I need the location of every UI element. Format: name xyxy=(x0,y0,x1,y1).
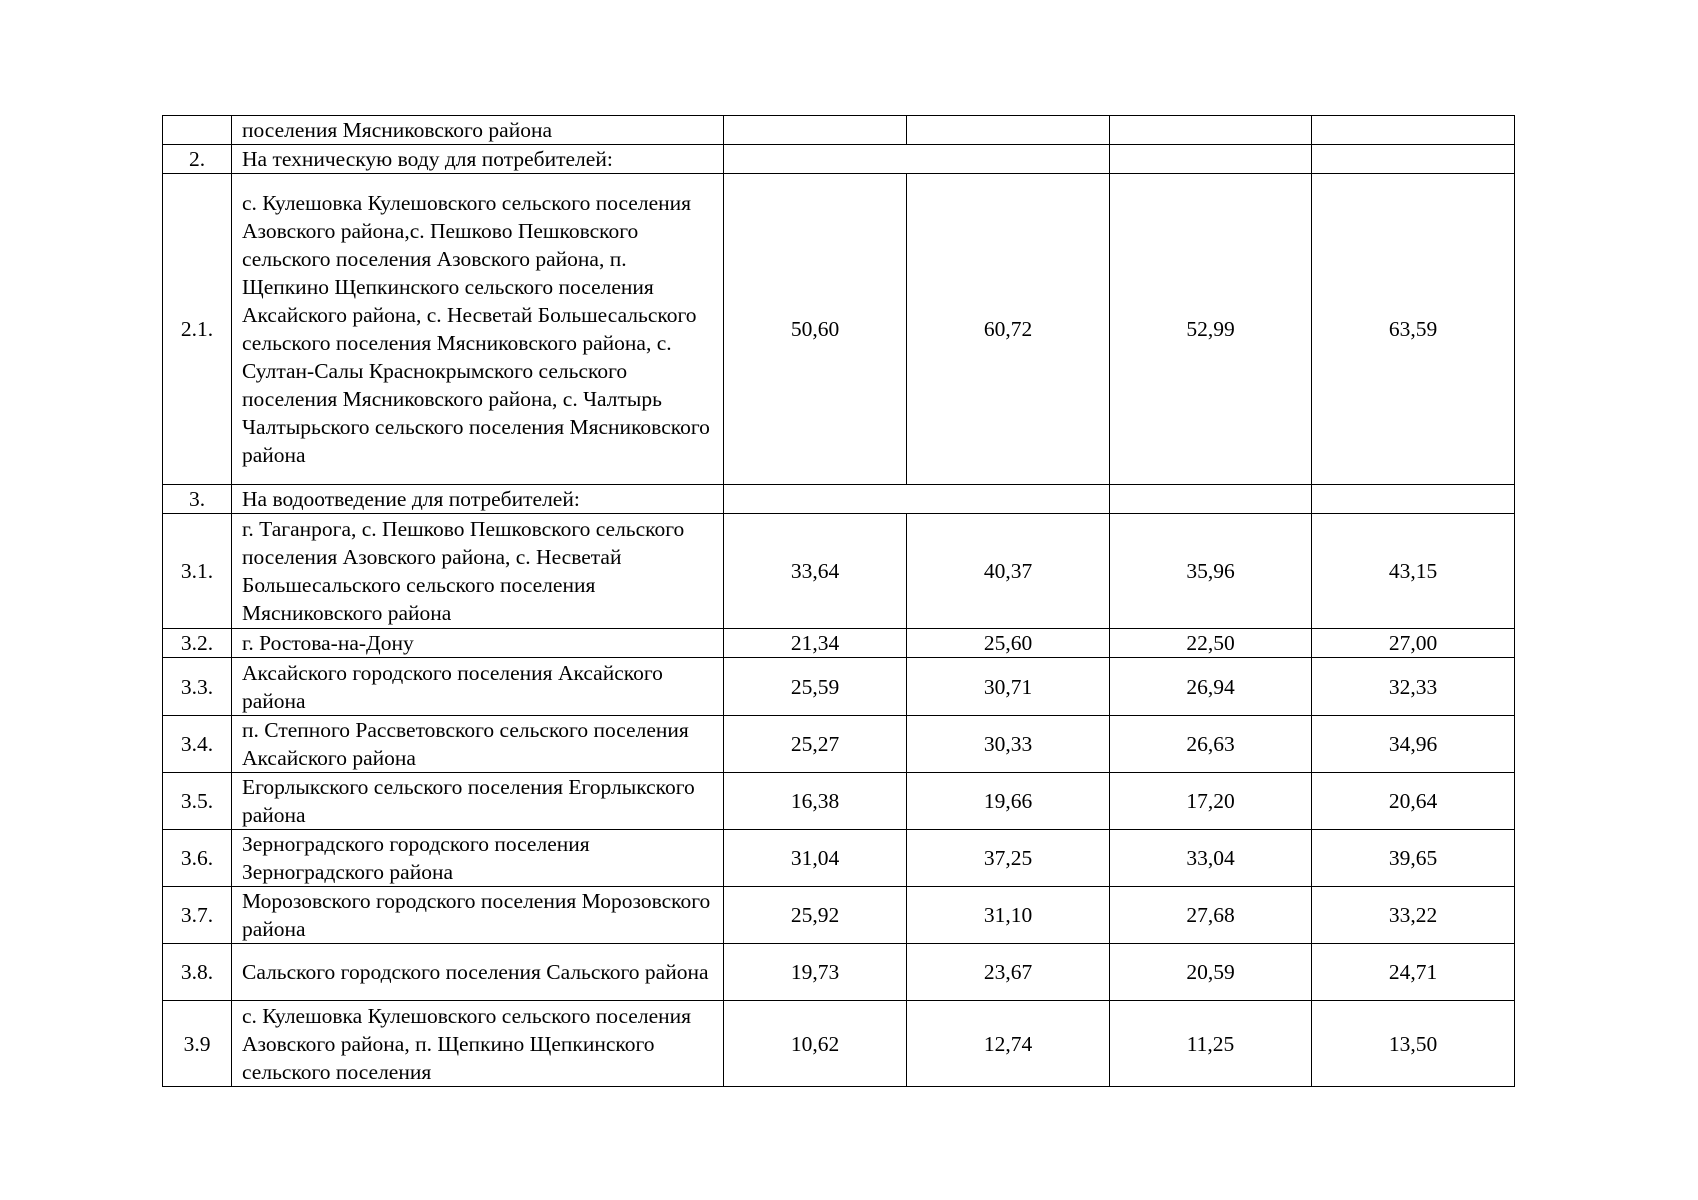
row-number: 3.8. xyxy=(163,944,232,1001)
tariff-value-4: 20,64 xyxy=(1312,773,1515,830)
tariff-value-4: 63,59 xyxy=(1312,174,1515,485)
table-row xyxy=(163,773,1515,830)
tariff-value-3: 11,25 xyxy=(1110,1001,1312,1087)
tariff-value-3: 35,96 xyxy=(1110,514,1312,629)
table-row xyxy=(163,629,1515,658)
table-row xyxy=(163,1001,1515,1087)
tariff-value-1: 10,62 xyxy=(724,1001,907,1087)
table-row xyxy=(163,116,1515,145)
tariff-value-2: 40,37 xyxy=(907,514,1110,629)
table-row xyxy=(163,514,1515,629)
row-number: 3.3. xyxy=(163,658,232,716)
table-row xyxy=(163,658,1515,716)
table-row xyxy=(163,944,1515,1001)
row-number: 3. xyxy=(163,485,232,514)
tariff-value-1: 31,04 xyxy=(724,830,907,887)
tariff-value-3: 26,94 xyxy=(1110,658,1312,716)
consumer-description: г. Таганрога, с. Пешково Пешковского сельского поселения Азовского района, с. Несветай Большесальского сельского поселения Мясниковского района xyxy=(232,514,724,629)
tariff-value-4: 34,96 xyxy=(1312,716,1515,773)
row-number: 3.1. xyxy=(163,514,232,629)
tariff-value-3 xyxy=(1110,116,1312,145)
row-number: 3.4. xyxy=(163,716,232,773)
tariff-value-4: 33,22 xyxy=(1312,887,1515,944)
row-number: 3.6. xyxy=(163,830,232,887)
consumer-description: с. Кулешовка Кулешовского сельского поселения Азовского района,с. Пешково Пешковского сельского поселения Азовского района, п. Щепкино Щепкинского сельского поселения Аксайского района, с. Несветай Большесальского сельского поселения Мясниковского района, с. Султан-Салы Краснокрымского сельского поселения Мясниковского района, с. Чалтырь Чалтырьского сельского поселения Мясниковского района xyxy=(232,174,724,485)
tariff-value-4: 32,33 xyxy=(1312,658,1515,716)
consumer-description: с. Кулешовка Кулешовского сельского поселения Азовского района, п. Щепкино Щепкинского сельского поселения xyxy=(232,1001,724,1087)
tariff-value-2: 37,25 xyxy=(907,830,1110,887)
table-row xyxy=(163,174,1515,485)
empty-cell xyxy=(724,145,1110,174)
tariff-value-1: 25,59 xyxy=(724,658,907,716)
row-number: 3.9 xyxy=(163,1001,232,1087)
tariff-value-2: 12,74 xyxy=(907,1001,1110,1087)
tariff-value-3: 26,63 xyxy=(1110,716,1312,773)
row-number: 2.1. xyxy=(163,174,232,485)
consumer-description: Зерноградского городского поселения Зерноградского района xyxy=(232,830,724,887)
tariff-value-1: 25,27 xyxy=(724,716,907,773)
table-row xyxy=(163,887,1515,944)
tariff-value-2: 60,72 xyxy=(907,174,1110,485)
tariff-value-2: 19,66 xyxy=(907,773,1110,830)
tariff-value-1: 50,60 xyxy=(724,174,907,485)
consumer-description: поселения Мясниковского района xyxy=(232,116,724,145)
empty-cell xyxy=(724,485,1110,514)
tariff-value-2 xyxy=(907,116,1110,145)
row-number: 2. xyxy=(163,145,232,174)
consumer-description: Морозовского городского поселения Морозовского района xyxy=(232,887,724,944)
empty-cell xyxy=(1110,485,1312,514)
tariff-value-4: 39,65 xyxy=(1312,830,1515,887)
table-section-header xyxy=(163,145,1515,174)
tariff-value-3: 20,59 xyxy=(1110,944,1312,1001)
tariff-value-3: 17,20 xyxy=(1110,773,1312,830)
tariff-value-4: 24,71 xyxy=(1312,944,1515,1001)
tariff-value-3: 52,99 xyxy=(1110,174,1312,485)
tariff-value-2: 23,67 xyxy=(907,944,1110,1001)
tariff-value-1: 33,64 xyxy=(724,514,907,629)
tariff-value-3: 27,68 xyxy=(1110,887,1312,944)
tariff-value-1: 16,38 xyxy=(724,773,907,830)
row-number: 3.5. xyxy=(163,773,232,830)
empty-cell xyxy=(1110,145,1312,174)
tariff-value-1 xyxy=(724,116,907,145)
tariff-value-2: 30,33 xyxy=(907,716,1110,773)
empty-cell xyxy=(1312,145,1515,174)
row-number: 3.7. xyxy=(163,887,232,944)
empty-cell xyxy=(1312,485,1515,514)
tariff-value-4: 13,50 xyxy=(1312,1001,1515,1087)
tariff-value-2: 30,71 xyxy=(907,658,1110,716)
tariff-value-4: 27,00 xyxy=(1312,629,1515,658)
section-title: На водоотведение для потребителей: xyxy=(232,485,724,514)
tariff-value-3: 22,50 xyxy=(1110,629,1312,658)
tariff-value-1: 19,73 xyxy=(724,944,907,1001)
table-section-header xyxy=(163,485,1515,514)
row-number: 3.2. xyxy=(163,629,232,658)
tariff-value-1: 21,34 xyxy=(724,629,907,658)
consumer-description: Сальского городского поселения Сальского района xyxy=(232,944,724,1001)
section-title: На техническую воду для потребителей: xyxy=(232,145,724,174)
row-number xyxy=(163,116,232,145)
consumer-description: Егорлыкского сельского поселения Егорлыкского района xyxy=(232,773,724,830)
tariff-table xyxy=(162,115,1515,1087)
consumer-description: г. Ростова-на-Дону xyxy=(232,629,724,658)
tariff-value-3: 33,04 xyxy=(1110,830,1312,887)
tariff-value-1: 25,92 xyxy=(724,887,907,944)
tariff-value-4 xyxy=(1312,116,1515,145)
table-row xyxy=(163,716,1515,773)
tariff-value-2: 25,60 xyxy=(907,629,1110,658)
tariff-value-4: 43,15 xyxy=(1312,514,1515,629)
consumer-description: Аксайского городского поселения Аксайского района xyxy=(232,658,724,716)
consumer-description: п. Степного Рассветовского сельского поселения Аксайского района xyxy=(232,716,724,773)
tariff-value-2: 31,10 xyxy=(907,887,1110,944)
table-row xyxy=(163,830,1515,887)
